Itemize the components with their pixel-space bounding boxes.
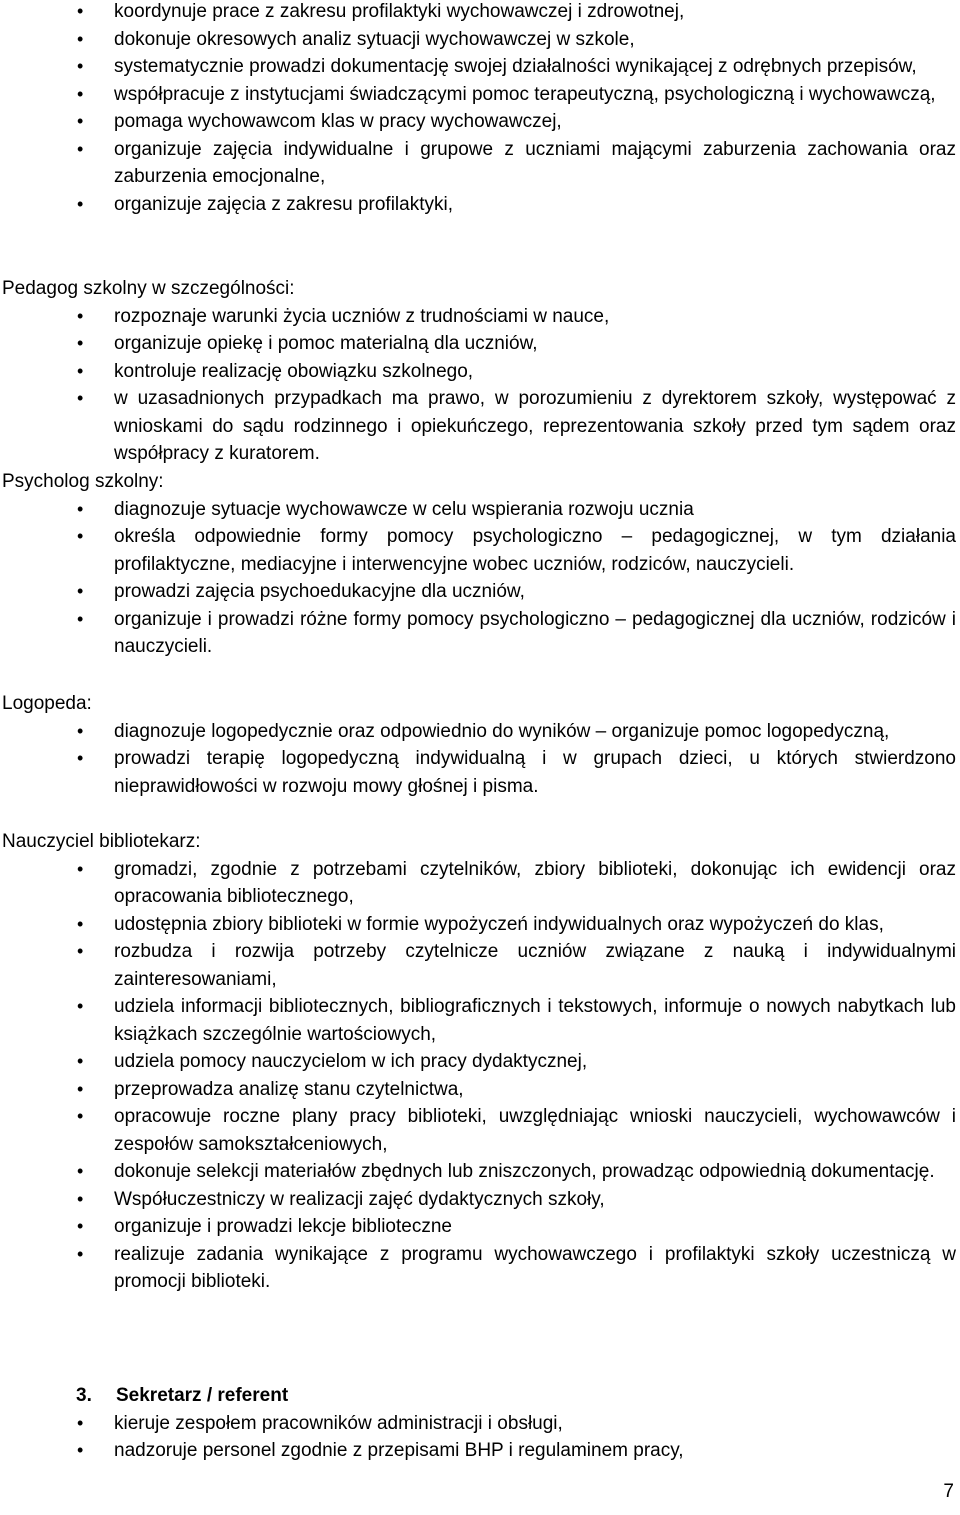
list-item: • dokonuje selekcji materiałów zbędnych lub zniszczonych, prowadząc odpowiednią dokumentację.: [0, 1158, 960, 1186]
section-number: 3.: [76, 1385, 92, 1406]
section-bibliotekarz: [0, 828, 960, 1296]
section-pedagog: [0, 275, 960, 468]
list-item: • określa odpowiednie formy pomocy psychologiczno – pedagogicznej, w tym działania profilaktyczne, mediacyjne i interwencyjne wobec uczniów, rodziców, nauczycieli.: [0, 523, 960, 578]
section-heading: Pedagog szkolny w szczególności:: [2, 278, 295, 299]
list-item: • pomaga wychowawcom klas w pracy wychowawczej,: [0, 108, 960, 136]
list-item: • udostępnia zbiory biblioteki w formie wypożyczeń indywidualnych oraz wypożyczeń do klas,: [0, 911, 960, 939]
list-item: • organizuje i prowadzi różne formy pomocy psychologiczno – pedagogicznej dla uczniów, rodziców i nauczycieli.: [0, 606, 960, 661]
section-heading: Nauczyciel bibliotekarz:: [2, 831, 201, 852]
list-item: • udziela pomocy nauczycielom w ich pracy dydaktycznej,: [0, 1048, 960, 1076]
section-heading: [0, 1382, 960, 1410]
list-item: • systematycznie prowadzi dokumentację swojej działalności wynikającej z odrębnych przepisów,: [0, 53, 960, 81]
section-logopeda: [0, 690, 960, 800]
page-number: 7: [943, 1481, 954, 1502]
list-item: • organizuje opiekę i pomoc materialną dla uczniów,: [0, 330, 960, 358]
list-top: [0, 0, 960, 218]
list-item: • diagnozuje sytuacje wychowawcze w celu wspierania rozwoju ucznia: [0, 496, 960, 524]
list-item: • organizuje zajęcia z zakresu profilaktyki,: [0, 191, 960, 219]
list-item: • diagnozuje logopedycznie oraz odpowiednio do wyników – organizuje pomoc logopedyczną,: [0, 718, 960, 746]
section-psycholog: [0, 468, 960, 661]
section-heading: Psycholog szkolny:: [2, 471, 164, 492]
section-sekretarz: [0, 1382, 960, 1465]
list-item: • dokonuje okresowych analiz sytuacji wychowawczej w szkole,: [0, 26, 960, 54]
list-item: • udziela informacji bibliotecznych, bibliograficznych i tekstowych, informuje o nowych nabytkach lub książkach szczególnie wartościowych,: [0, 993, 960, 1048]
section-heading: Logopeda:: [2, 693, 92, 714]
list-item: • współpracuje z instytucjami świadczącymi pomoc terapeutyczną, psychologiczną i wychowawczą,: [0, 81, 960, 109]
list-item: • kontroluje realizację obowiązku szkolnego,: [0, 358, 960, 386]
list-item: • realizuje zadania wynikające z programu wychowawczego i profilaktyki szkoły uczestniczą w promocji biblioteki.: [0, 1241, 960, 1296]
list-item: • w uzasadnionych przypadkach ma prawo, w porozumieniu z dyrektorem szkoły, występować z wnioskami do sądu rodzinnego i opiekuńczego, reprezentowania szkoły przed tym sądem oraz współpracy z kuratorem.: [0, 385, 960, 468]
list-item: • Współuczestniczy w realizacji zajęć dydaktycznych szkoły,: [0, 1186, 960, 1214]
list-item: • organizuje i prowadzi lekcje biblioteczne: [0, 1213, 960, 1241]
list-item: • prowadzi terapię logopedyczną indywidualną i w grupach dzieci, u których stwierdzono nieprawidłowości w rozwoju mowy głośnej i pisma.: [0, 745, 960, 800]
list-item: • opracowuje roczne plany pracy biblioteki, uwzględniając wnioski nauczycieli, wychowawców i zespołów samokształceniowych,: [0, 1103, 960, 1158]
list-item: • gromadzi, zgodnie z potrzebami czytelników, zbiory biblioteki, dokonując ich ewidencji oraz opracowania bibliotecznego,: [0, 856, 960, 911]
list-item: • rozpoznaje warunki życia uczniów z trudnościami w nauce,: [0, 303, 960, 331]
list-item: • nadzoruje personel zgodnie z przepisami BHP i regulaminem pracy,: [0, 1437, 960, 1465]
list-item: • prowadzi zajęcia psychoedukacyjne dla uczniów,: [0, 578, 960, 606]
list-item: • przeprowadza analizę stanu czytelnictwa,: [0, 1076, 960, 1104]
section-title: Sekretarz / referent: [116, 1385, 289, 1406]
list-item: • rozbudza i rozwija potrzeby czytelnicze uczniów związane z nauką i indywidualnymi zainteresowaniami,: [0, 938, 960, 993]
list-item: • organizuje zajęcia indywidualne i grupowe z uczniami mającymi zaburzenia zachowania oraz zaburzenia emocjonalne,: [0, 136, 960, 191]
list-item: • koordynuje prace z zakresu profilaktyki wychowawczej i zdrowotnej,: [0, 0, 960, 26]
list-item: • kieruje zespołem pracowników administracji i obsługi,: [0, 1410, 960, 1438]
